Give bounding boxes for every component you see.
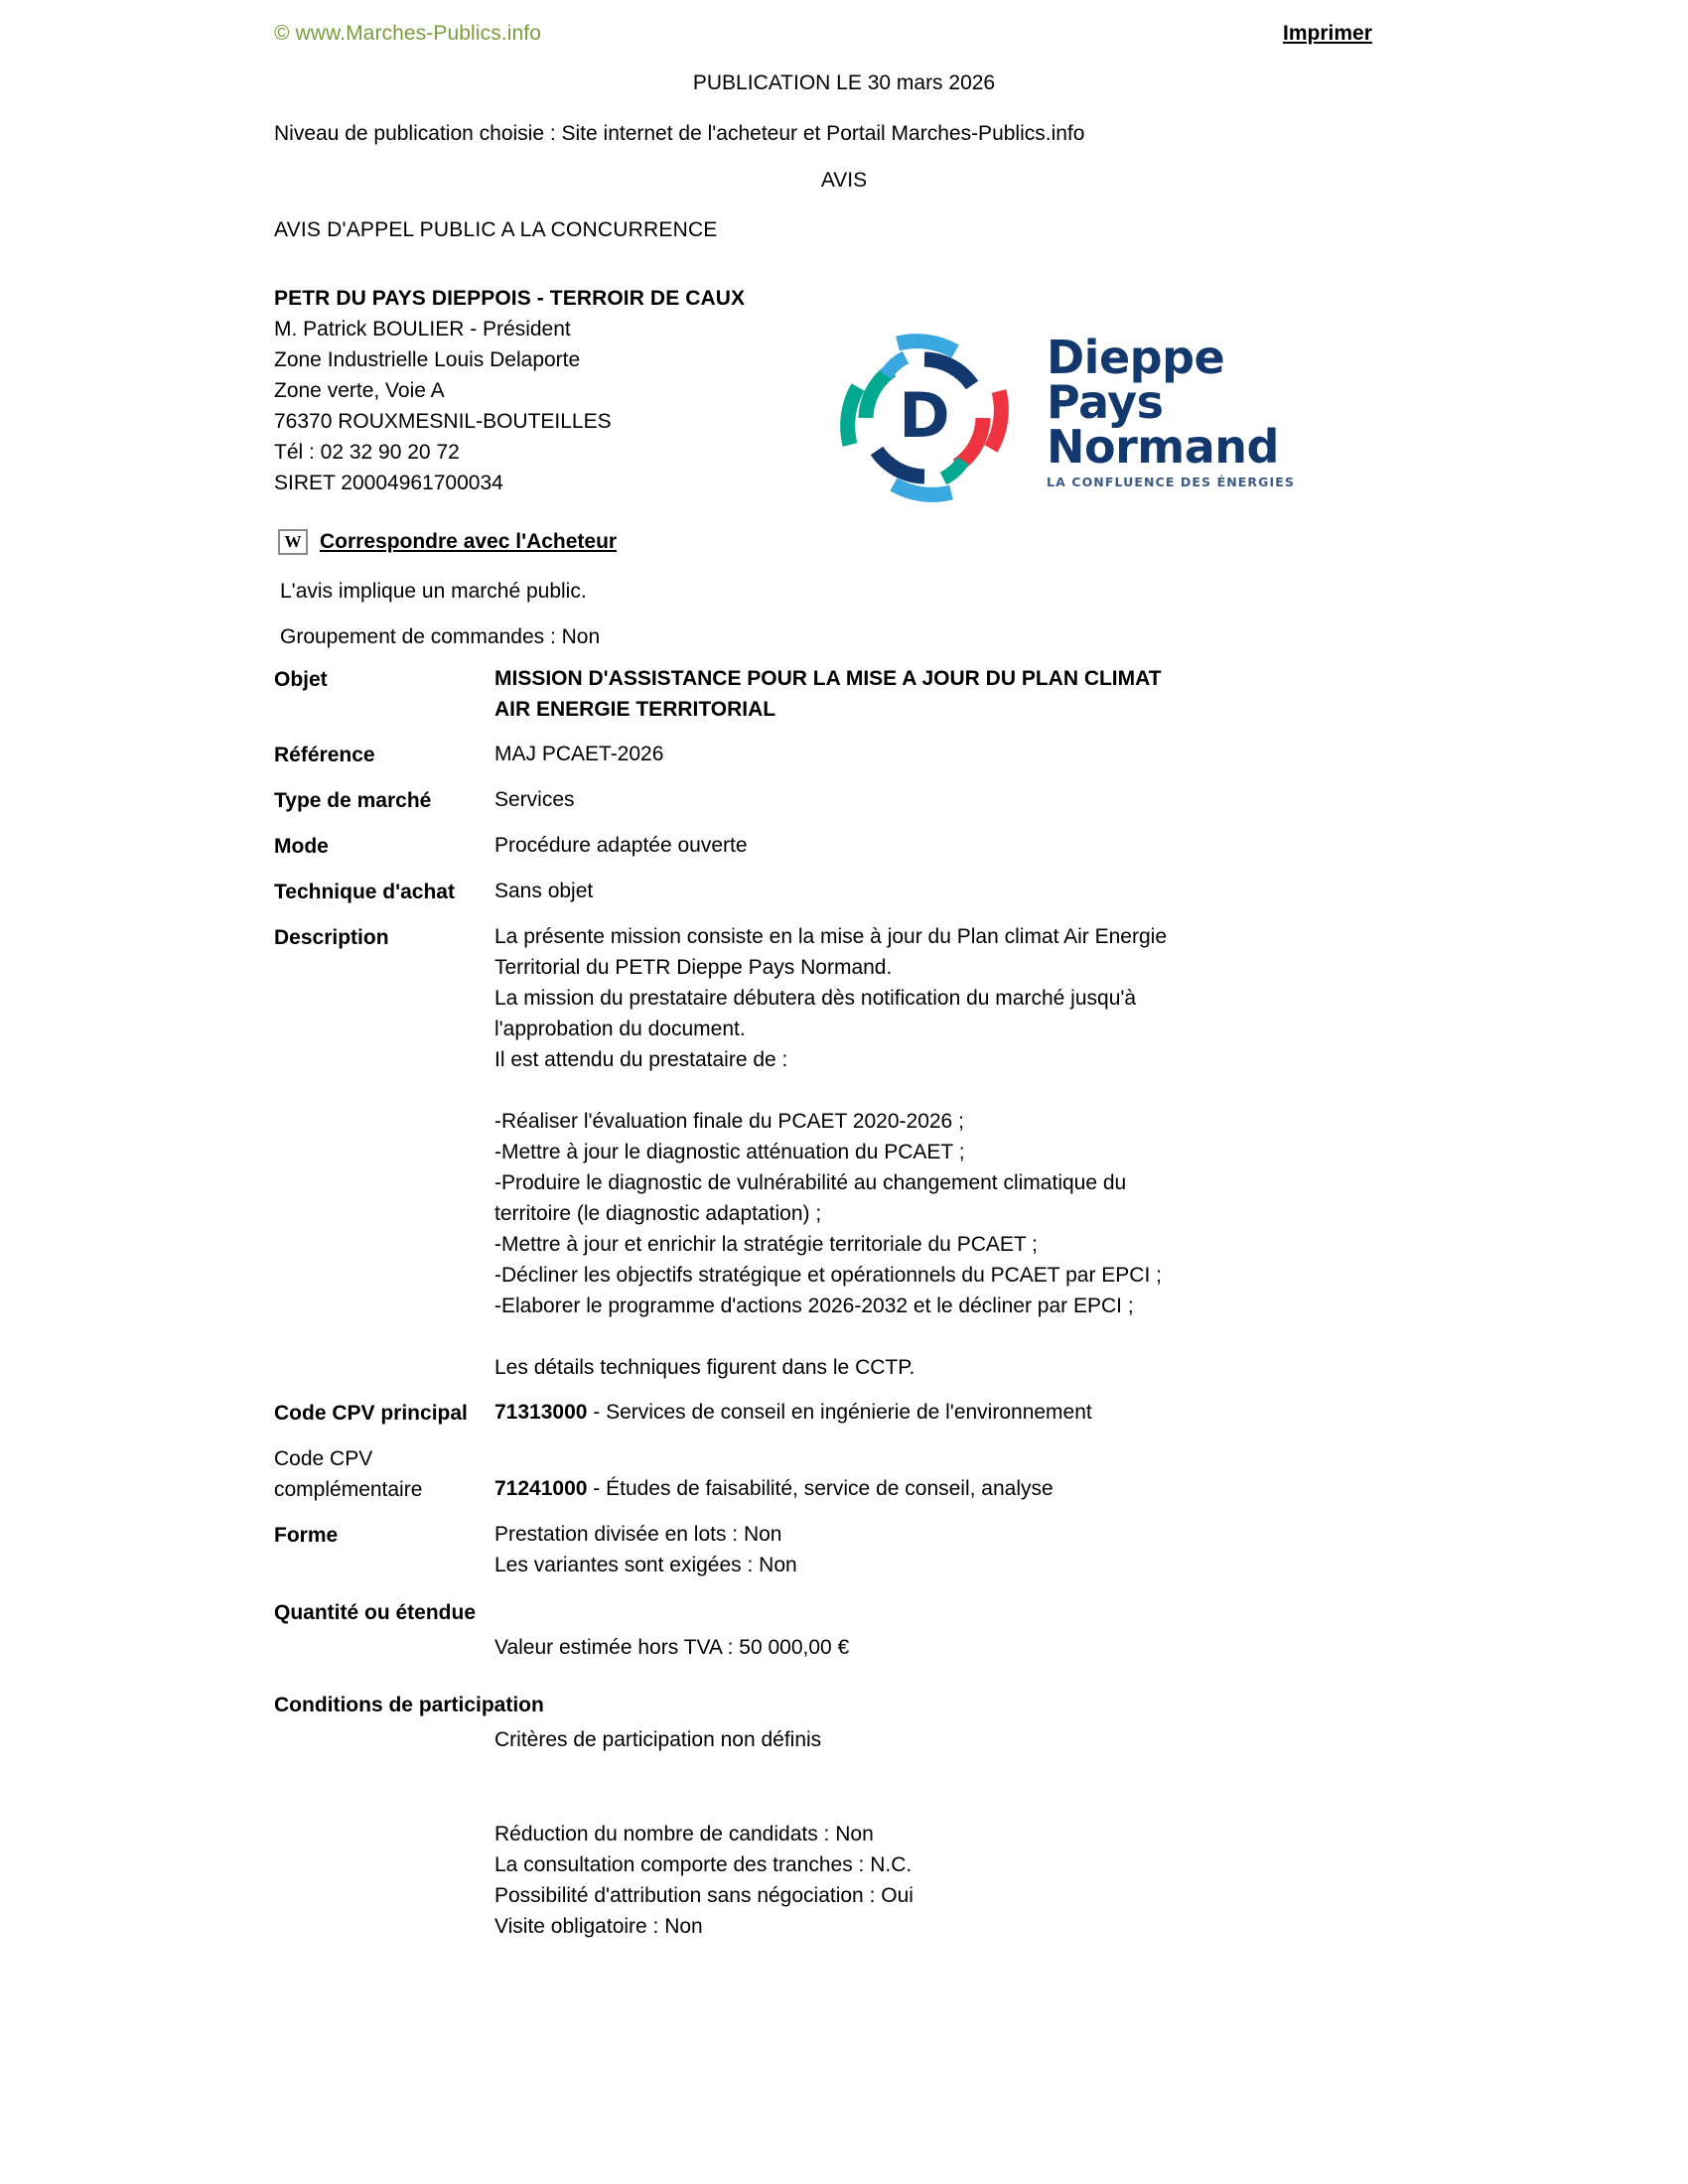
cpv-complementaire-text: - Études de faisabilité, service de conseil, analyse [587,1477,1054,1500]
cpv-complementaire-code: 71241000 [494,1477,588,1500]
value-quantite: Valeur estimée hors TVA : 50 000,00 € [494,1636,850,1659]
row-technique-achat [274,876,1386,907]
final-line-reduction: Réduction du nombre de candidats : Non [494,1823,874,1845]
label-forme: Forme [274,1524,339,1547]
logo-line-2: Pays [1047,375,1164,429]
publication-level: Niveau de publication choisie : Site internet de l'acheteur et Portail Marches-Publics.info [274,122,1085,145]
dieppe-pays-normand-logo-icon [836,330,1013,506]
buyer-contact: M. Patrick BOULIER - Président [274,318,571,341]
description-line-6: Les détails techniques figurent dans le CCTP. [494,1356,915,1379]
description-line-2: Territorial du PETR Dieppe Pays Normand. [494,956,893,979]
buyer-address-line1: Zone Industrielle Louis Delaporte [274,348,581,371]
value-forme [494,1519,1386,1580]
label-quantite: Quantité ou étendue [274,1601,477,1624]
label-description: Description [274,926,389,949]
buyer-siret: SIRET 20004961700034 [274,472,503,494]
value-conditions: Critères de participation non définis [494,1728,822,1751]
correspond-with-buyer-link[interactable] [278,529,617,555]
site-copyright: © www.Marches-Publics.info [274,22,541,45]
value-final-conditions [494,1819,1386,1942]
objet-line-2: AIR ENERGIE TERRITORIAL [494,698,776,721]
label-cpv-complementaire-line1: Code CPV [274,1447,373,1470]
groupement-commandes: Groupement de commandes : Non [280,625,601,648]
description-gap-2 [494,1321,1386,1352]
label-cpv-complementaire [274,1442,494,1505]
correspond-label: Correspondre avec l'Acheteur [320,530,618,553]
description-bullet-1: -Réaliser l'évaluation finale du PCAET 2020-2026 ; [494,1110,964,1133]
row-cpv-principal [274,1397,1386,1429]
description-bullet-3: -Produire le diagnostic de vulnérabilité au changement climatique du [494,1171,1127,1194]
marche-public-note: L'avis implique un marché public. [280,580,587,603]
label-cpv-principal: Code CPV principal [274,1402,468,1425]
description-bullet-4: -Mettre à jour et enrichir la stratégie territoriale du PCAET ; [494,1233,1038,1256]
label-reference: Référence [274,744,375,766]
avis-heading: AVIS [820,169,868,192]
forme-line-1: Prestation divisée en lots : Non [494,1523,782,1546]
row-reference [274,739,1386,770]
buyer-address-line2: Zone verte, Voie A [274,379,445,402]
logo-letter-d: D [899,379,950,452]
description-line-4: l'approbation du document. [494,1018,746,1040]
logo-line-1: Dieppe [1047,331,1225,384]
logo-line-3: Normand [1047,420,1279,474]
print-link[interactable]: Imprimer [1283,22,1372,45]
buyer-city: 76370 ROUXMESNIL-BOUTEILLES [274,410,612,433]
objet-line-1: MISSION D'ASSISTANCE POUR LA MISE A JOUR DU PLAN CLIMAT [494,667,1162,690]
row-forme [274,1519,1386,1580]
word-document-icon: W [278,529,308,555]
row-quantite [274,1596,1386,1663]
cpv-principal-code: 71313000 [494,1401,588,1424]
value-objet [494,663,1386,725]
final-line-visite: Visite obligatoire : Non [494,1915,703,1938]
logo-wordmark [1047,331,1315,489]
row-objet [274,663,1386,725]
value-mode: Procédure adaptée ouverte [494,834,748,857]
label-technique-achat: Technique d'achat [274,881,455,903]
row-cpv-complementaire [274,1442,1386,1505]
cpv-principal-text: - Services de conseil en ingénierie de l'environnement [587,1401,1092,1424]
publication-date: PUBLICATION LE 30 mars 2026 [692,71,996,94]
buyer-organisation: PETR DU PAYS DIEPPOIS - TERROIR DE CAUX [274,287,746,310]
label-conditions: Conditions de participation [274,1694,544,1716]
buyer-phone: Tél : 02 32 90 20 72 [274,441,460,464]
description-bullet-2: -Mettre à jour le diagnostic atténuation du PCAET ; [494,1141,965,1163]
description-bullet-3-cont: territoire (le diagnostic adaptation) ; [494,1202,822,1225]
value-cpv-complementaire [494,1442,1386,1504]
buyer-logo [836,328,1313,506]
row-type-marche [274,784,1386,816]
description-gap-1 [494,1075,1386,1106]
buyer-block [274,283,890,498]
description-line-1: La présente mission consiste en la mise à jour du Plan climat Air Energie [494,925,1168,948]
row-final-conditions [274,1819,1386,1942]
description-bullet-5: -Décliner les objectifs stratégique et opérationnels du PCAET par EPCI ; [494,1264,1162,1287]
final-line-negociation: Possibilité d'attribution sans négociation : Oui [494,1884,914,1907]
description-bullet-6: -Elaborer le programme d'actions 2026-2032 et le décliner par EPCI ; [494,1295,1134,1317]
label-mode: Mode [274,835,329,858]
final-line-tranches: La consultation comporte des tranches : N.C. [494,1853,913,1876]
row-mode [274,830,1386,862]
value-reference: MAJ PCAET-2026 [494,743,664,765]
description-line-3: La mission du prestataire débutera dès notification du marché jusqu'à [494,987,1137,1010]
row-conditions [274,1689,1386,1755]
label-final-spacer [274,1819,494,1820]
label-cpv-complementaire-line2: complémentaire [274,1478,423,1501]
notice-details [274,663,1386,1956]
label-type-marche: Type de marché [274,789,432,812]
label-objet: Objet [274,668,328,691]
description-line-5: Il est attendu du prestataire de : [494,1048,788,1071]
logo-tagline: LA CONFLUENCE DES ÉNERGIES [1047,475,1296,489]
value-technique-achat: Sans objet [494,880,594,902]
forme-line-2: Les variantes sont exigées : Non [494,1554,797,1576]
value-type-marche: Services [494,788,575,811]
avis-title: AVIS D'APPEL PUBLIC A LA CONCURRENCE [274,218,718,241]
value-description [494,921,1386,1383]
row-description [274,921,1386,1383]
value-cpv-principal [494,1397,1386,1428]
